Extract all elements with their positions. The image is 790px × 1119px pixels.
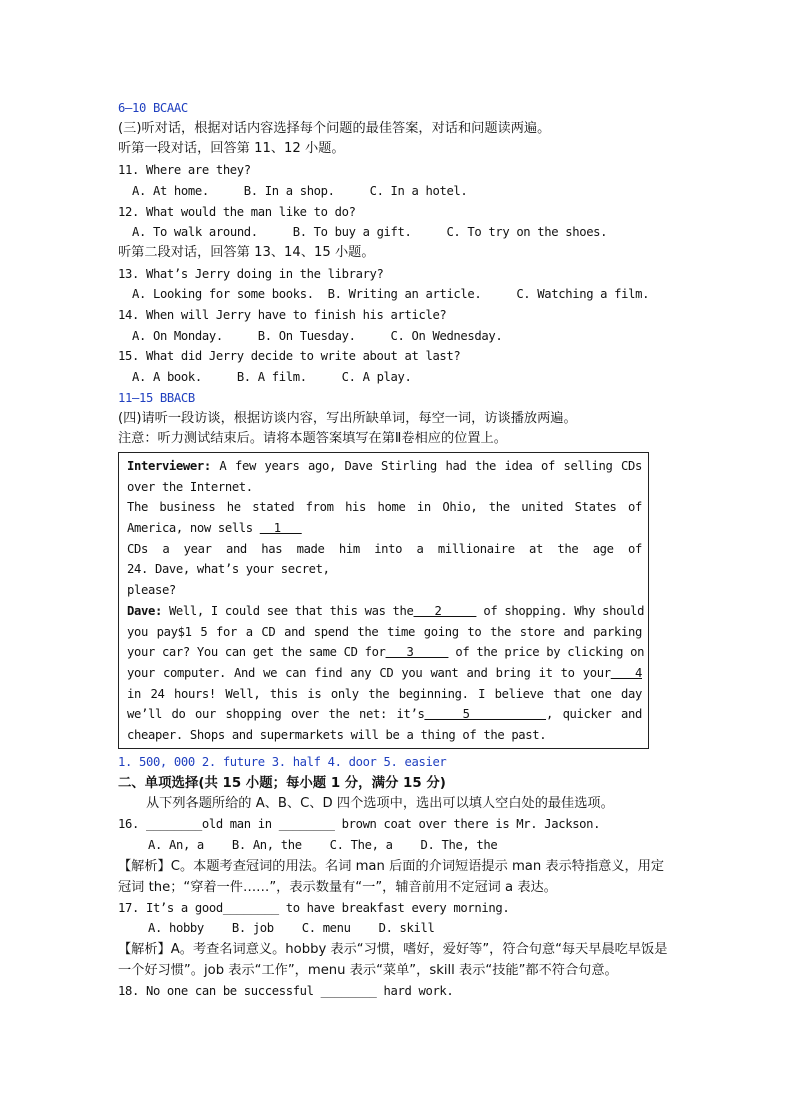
interview-line: we’ll do our shopping over the net: it’s xyxy=(127,707,425,722)
answer-key-blanks: 1. 500, 000 2. future 3. half 4. door 5. easier xyxy=(118,754,447,769)
blank-1: 1 xyxy=(259,521,302,536)
answer-key-6-10: 6—10 BCAAC xyxy=(118,101,188,115)
blank-3: 3 xyxy=(385,645,449,660)
blank-2: 2 xyxy=(413,603,477,618)
interview-line: in 24 hours! Well, this is only the beginning. I believe that one day xyxy=(127,686,642,701)
dialogue-1-heading: 听第一段对话，回答第 11、12 小题。 xyxy=(118,141,345,157)
interview-line: over the Internet. xyxy=(127,479,253,494)
question-14: 14. When will Jerry have to finish his article? xyxy=(118,308,447,323)
question-17-options: A. hobby B. job C. menu D. skill xyxy=(148,921,435,936)
interview-line: America, now sells xyxy=(127,521,260,536)
question-18: 18. No one can be successful ________ hard work. xyxy=(118,984,454,999)
interview-line: Well, I could see that this was the xyxy=(161,603,414,618)
blank-4: 4 xyxy=(610,665,642,680)
section-4-instruction: (四)请听一段访谈，根据访谈内容，写出所缺单词，每空一词，访谈播放两遍。 xyxy=(118,410,577,426)
interview-text-box xyxy=(118,452,649,749)
interview-line: cheaper. Shops and supermarkets will be a thing of the past. xyxy=(127,728,547,743)
question-13: 13. What’s Jerry doing in the library? xyxy=(118,266,384,281)
speaker-dave: Dave: xyxy=(127,603,162,618)
interview-line: 24. Dave, what’s your secret, xyxy=(127,562,330,577)
interview-line: please? xyxy=(127,583,176,598)
question-15: 15. What did Jerry decide to write about at last? xyxy=(118,349,461,364)
question-16: 16. ________old man in ________ brown coat over there is Mr. Jackson. xyxy=(118,817,601,832)
blank-5: 5 xyxy=(424,707,547,722)
section-2-title: 二、单项选择(共 15 小题；每小题 1 分，满分 15 分) xyxy=(118,775,446,791)
question-12: 12. What would the man like to do? xyxy=(118,204,356,219)
question-12-options: A. To walk around. B. To buy a gift. C. To try on the shoes. xyxy=(132,225,608,240)
answer-key-11-15: 11—15 BBACB xyxy=(118,390,195,405)
interview-line: A few years ago, Dave Stirling had the idea of selling CDs xyxy=(210,458,642,473)
interview-line: of the price by clicking on xyxy=(448,645,645,660)
interview-line: , quicker and xyxy=(546,707,642,722)
question-11-options: A. At home. B. In a shop. C. In a hotel. xyxy=(132,183,468,198)
section-3-instruction: (三)听对话，根据对话内容选择每个问题的最佳答案，对话和问题读两遍。 xyxy=(118,120,551,136)
question-14-options: A. On Monday. B. On Tuesday. C. On Wednesday. xyxy=(132,328,503,343)
question-15-options: A. A book. B. A film. C. A play. xyxy=(132,370,412,385)
analysis-17: 【解析】A。考查名词意义。hobby 表示“习惯，嗜好，爱好等”，符合句意“每天早晨吃早饭是一个好习惯”。job 表示“工作”，menu 表示“菜单”，skill 表示“技能”都不符合句意。 xyxy=(118,942,668,979)
question-17: 17. It’s a good________ to have breakfast every morning. xyxy=(118,900,510,915)
interview-line: your computer. And we can find any CD you want and bring it to your xyxy=(127,665,611,680)
analysis-16: 【解析】C。本题考查冠词的用法。名词 man 后面的介词短语提示 man 表示特指意义，用定冠词 the；“穿着一件……”，表示数量有“一”，辅音前用不定冠词 a 表达。 xyxy=(118,858,665,895)
section-2-instruction: 从下列各题所给的 A、B、C、D 四个选项中，选出可以填人空白处的最佳选项。 xyxy=(146,795,614,811)
interview-line: you pay$1 5 for a CD and spend the time going to the store and parking xyxy=(127,624,642,639)
interview-line: CDs a year and has made him into a millionaire at the age of xyxy=(127,541,642,556)
document-page xyxy=(118,98,670,1002)
dialogue-2-heading: 听第二段对话，回答第 13、14、15 小题。 xyxy=(118,244,375,260)
interview-line: of shopping. Why should xyxy=(476,603,645,618)
interview-line: The business he stated from his home in Ohio, the united States of xyxy=(127,500,642,515)
interview-line: your car? You can get the same CD for xyxy=(127,645,386,660)
section-4-note: 注意：听力测试结束后。请将本题答案填写在第Ⅱ卷相应的位置上。 xyxy=(118,431,507,447)
question-11: 11. Where are they? xyxy=(118,163,251,178)
question-13-options: A. Looking for some books. B. Writing an article. C. Watching a film. xyxy=(132,287,650,302)
question-16-options: A. An, a B. An, the C. The, a D. The, the xyxy=(148,837,498,852)
speaker-interviewer: Interviewer: xyxy=(127,458,211,473)
